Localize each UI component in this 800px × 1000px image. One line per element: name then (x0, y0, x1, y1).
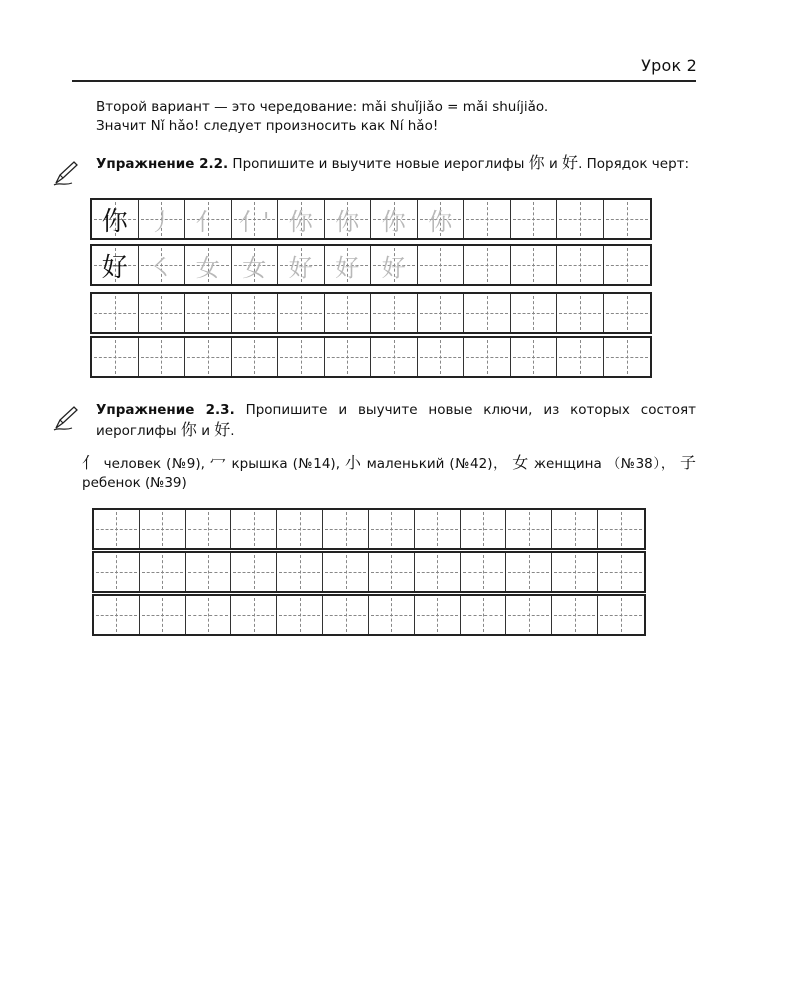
grid-cell[interactable] (94, 596, 140, 634)
grid-cell[interactable] (139, 246, 186, 284)
grid-cell[interactable] (604, 338, 651, 376)
model-character: 好 (101, 252, 128, 283)
radical-char: 冖 (209, 453, 227, 472)
exercise-2-2-tail: . Порядок черт: (578, 156, 690, 172)
grid-cell[interactable] (278, 200, 325, 238)
stroke-order-step: 你 (381, 207, 406, 236)
grid-cell[interactable] (418, 246, 465, 284)
grid-cell[interactable] (92, 294, 139, 332)
exercise-2-2-instruction (96, 153, 696, 174)
stroke-order-step: ㇛ (149, 253, 174, 282)
grid-cell[interactable] (598, 596, 644, 634)
grid-cell[interactable] (461, 553, 507, 591)
grid-cell[interactable] (371, 200, 418, 238)
grid-cell[interactable] (557, 200, 604, 238)
grid-cell[interactable] (92, 246, 139, 284)
exercise-2-2-char-ni: 你 (528, 153, 545, 172)
grid-cell[interactable] (461, 596, 507, 634)
radical-desc: маленький (№42)， (361, 456, 513, 472)
grid-cell[interactable] (552, 510, 598, 548)
grid-cell[interactable] (277, 596, 323, 634)
stroke-order-step: 好 (381, 253, 406, 282)
exercise-2-3-text: Пропишите и выучите новые ключи, из которых состоят иероглифы (96, 402, 696, 439)
writing-grid-blank[interactable] (92, 594, 646, 636)
grid-cell[interactable] (369, 596, 415, 634)
stroke-order-step: 好 (335, 253, 360, 282)
grid-cell[interactable] (557, 338, 604, 376)
writing-grid-ni[interactable] (90, 198, 652, 240)
grid-cell[interactable] (506, 596, 552, 634)
grid-cell[interactable] (278, 338, 325, 376)
stroke-order-step: 你 (335, 207, 360, 236)
grid-cell[interactable] (371, 338, 418, 376)
radical-char: 亻 (82, 453, 99, 472)
writing-grid-blank[interactable] (92, 508, 646, 550)
grid-cell[interactable] (461, 510, 507, 548)
grid-cell[interactable] (140, 553, 186, 591)
exercise-2-3-and: и (196, 423, 215, 439)
pencil-icon (52, 159, 80, 187)
grid-cell[interactable] (94, 553, 140, 591)
grid-cell[interactable] (323, 510, 369, 548)
grid-cell[interactable] (464, 338, 511, 376)
grid-cell[interactable] (186, 553, 232, 591)
grid-cell[interactable] (557, 294, 604, 332)
grid-cell[interactable] (140, 510, 186, 548)
grid-cell[interactable] (415, 596, 461, 634)
grid-cell[interactable] (323, 596, 369, 634)
grid-cell[interactable] (140, 596, 186, 634)
grid-cell[interactable] (418, 294, 465, 332)
radical-char: 子 (679, 453, 696, 472)
radical-desc: ребенок (№39) (82, 475, 187, 491)
page-header-title: Урок 2 (641, 56, 697, 75)
grid-cell[interactable] (232, 246, 279, 284)
exercise-2-2-text: Пропишите и выучите новые иероглифы (228, 156, 529, 172)
grid-cell[interactable] (604, 200, 651, 238)
radical-desc: человек (№9), (98, 456, 210, 472)
grid-cell[interactable] (369, 553, 415, 591)
grid-cell[interactable] (185, 338, 232, 376)
grid-cell[interactable] (92, 338, 139, 376)
grid-cell[interactable] (598, 553, 644, 591)
writing-grid-hao[interactable] (90, 244, 652, 286)
grid-cell[interactable] (464, 246, 511, 284)
grid-cell[interactable] (277, 553, 323, 591)
model-character: 你 (101, 206, 128, 237)
writing-grid-blank[interactable] (90, 292, 652, 334)
grid-cell[interactable] (415, 510, 461, 548)
stroke-order-step: 女 (195, 253, 220, 282)
radical-desc: крышка (№14), (226, 456, 345, 472)
radical-char: 小 (344, 453, 362, 472)
stroke-order-step: 你 (288, 207, 313, 236)
grid-cell[interactable] (185, 246, 232, 284)
grid-cell[interactable] (418, 200, 465, 238)
pencil-icon (52, 404, 80, 432)
grid-cell[interactable] (185, 294, 232, 332)
intro-paragraph (96, 98, 696, 136)
header-rule (72, 80, 696, 82)
grid-cell[interactable] (92, 200, 139, 238)
grid-cell[interactable] (231, 596, 277, 634)
grid-cell[interactable] (325, 200, 372, 238)
exercise-2-2-label: Упражнение 2.2. (96, 156, 229, 172)
grid-cell[interactable] (557, 246, 604, 284)
exercise-2-3-char-ni: 你 (180, 420, 197, 439)
grid-cell[interactable] (552, 553, 598, 591)
stroke-order-step: 亻' (238, 207, 270, 236)
radical-desc: женщина （№38）， (528, 456, 680, 472)
stroke-order-step: 亻 (195, 207, 220, 236)
grid-cell[interactable] (186, 596, 232, 634)
grid-cell[interactable] (232, 294, 279, 332)
grid-cell[interactable] (278, 246, 325, 284)
grid-cell[interactable] (552, 596, 598, 634)
stroke-order-step: 女 (242, 253, 267, 282)
grid-cell[interactable] (185, 200, 232, 238)
grid-cell[interactable] (323, 553, 369, 591)
grid-cell[interactable] (231, 510, 277, 548)
grid-cell[interactable] (232, 200, 279, 238)
grid-cell[interactable] (511, 294, 558, 332)
stroke-order-step: 丿 (149, 207, 174, 236)
grid-cell[interactable] (277, 510, 323, 548)
grid-cell[interactable] (278, 294, 325, 332)
grid-cell[interactable] (598, 510, 644, 548)
intro-line-1: Второй вариант — это чередование: mǎi shuǐjiǎo = mǎi shuíjiǎo. (96, 99, 549, 115)
writing-grid-blank[interactable] (92, 551, 646, 593)
grid-cell[interactable] (231, 553, 277, 591)
exercise-2-2-char-hao: 好 (562, 153, 579, 172)
radicals-list (82, 453, 696, 493)
grid-cell[interactable] (464, 200, 511, 238)
grid-cell[interactable] (371, 294, 418, 332)
writing-grid-blank[interactable] (90, 336, 652, 378)
grid-cell[interactable] (139, 200, 186, 238)
stroke-order-step: 好 (288, 253, 313, 282)
exercise-2-3-char-hao: 好 (214, 420, 231, 439)
grid-cell[interactable] (604, 294, 651, 332)
exercise-2-3-instruction (96, 401, 696, 441)
exercise-2-3-label: Упражнение 2.3. (96, 402, 235, 418)
exercise-2-3-tail: . (230, 423, 235, 439)
grid-cell[interactable] (139, 294, 186, 332)
radical-char: 女 (512, 453, 529, 472)
grid-cell[interactable] (325, 294, 372, 332)
exercise-2-2-and: и (544, 156, 563, 172)
stroke-order-step: 你 (428, 207, 453, 236)
grid-cell[interactable] (604, 246, 651, 284)
grid-cell[interactable] (511, 338, 558, 376)
grid-cell[interactable] (186, 510, 232, 548)
grid-cell[interactable] (325, 246, 372, 284)
grid-cell[interactable] (369, 510, 415, 548)
grid-cell[interactable] (464, 294, 511, 332)
grid-cell[interactable] (415, 553, 461, 591)
grid-cell[interactable] (139, 338, 186, 376)
grid-cell[interactable] (511, 200, 558, 238)
grid-cell[interactable] (94, 510, 140, 548)
intro-line-2: Значит Nǐ hǎo! следует произносить как Ní hǎo! (96, 118, 439, 134)
grid-cell[interactable] (371, 246, 418, 284)
grid-cell[interactable] (325, 338, 372, 376)
grid-cell[interactable] (506, 553, 552, 591)
grid-cell[interactable] (506, 510, 552, 548)
grid-cell[interactable] (232, 338, 279, 376)
grid-cell[interactable] (511, 246, 558, 284)
grid-cell[interactable] (418, 338, 465, 376)
